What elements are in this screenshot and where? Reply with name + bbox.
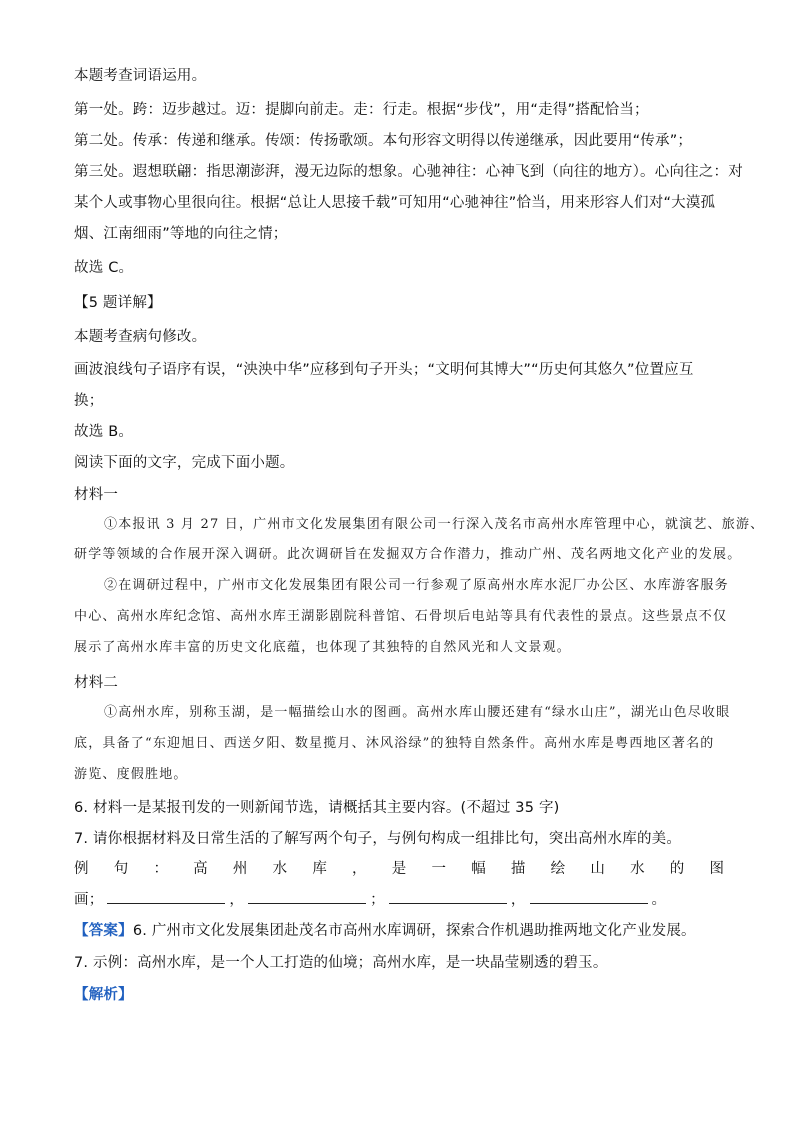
- question-6: 6. 材料一是某报刊发的一则新闻节选，请概括其主要内容。(不超过 35 字): [74, 800, 560, 816]
- blank-field[interactable]: [248, 889, 366, 904]
- material-text: 游览、度假胜地。: [74, 767, 188, 782]
- text-line: 第三处。遐想联翩：指思潮澎湃，漫无边际的想象。心驰神往：心神飞到（向往的地方）。心向往之：对: [74, 164, 743, 180]
- example-char: ：: [153, 861, 168, 877]
- punct: ，: [510, 892, 526, 908]
- example-sentence: [74, 859, 724, 879]
- example-char: 山: [590, 861, 605, 877]
- answer-line: [74, 921, 696, 941]
- section-heading: 【5 题详解】: [74, 295, 162, 311]
- material-text: 中心、高州水库纪念馆、高州水库王湖影剧院科普馆、石骨坝后电站等具有代表性的景点。这些景点不仅: [74, 609, 728, 624]
- text-line: 烟、江南细雨”等地的向往之情；: [74, 226, 288, 242]
- text-line: 阅读下面的文字，完成下面小题。: [74, 455, 295, 471]
- material-text: ①本报讯 3 月 27 日，广州市文化发展集团有限公司一行深入茂名市高州水库管理中心，就演艺、旅游、: [104, 517, 765, 532]
- example-char: 水: [630, 861, 645, 877]
- example-char: 绘: [550, 861, 566, 877]
- text-line: 故选 C。: [74, 260, 134, 276]
- material-heading: 材料二: [74, 675, 119, 691]
- example-char: 州: [232, 861, 248, 877]
- punct: 。: [651, 892, 667, 908]
- example-char: ，: [352, 861, 367, 877]
- example-char: 句: [113, 861, 129, 877]
- material-text: 展示了高州水库丰富的历史文化底蕴，也体现了其独特的自然风光和人文景观。: [74, 640, 572, 655]
- material-text: 研学等领域的合作展开深入调研。此次调研旨在发掘双方合作潜力，推动广州、茂名两地文化产业的发展。: [74, 547, 742, 562]
- material-text: 底，具备了“东迎旭日、西送夕阳、数星揽月、沐风浴绿”的独特自然条件。高州水库是粤西地区著名的: [74, 736, 715, 751]
- example-char: 库: [312, 861, 327, 877]
- example-char: 高: [193, 861, 208, 877]
- answer-tag: 【答案】: [74, 923, 133, 939]
- text-line: 画波浪线句子语序有误，“泱泱中华”应移到句子开头；“文明何其博大”“历史何其悠久”位置应互: [74, 362, 694, 378]
- text-line: 某个人或事物心里很向往。根据“总让人思接千载”可知用“心驰神往”恰当，用来形容人们对“大漠孤: [74, 195, 716, 211]
- text-line: 本题考查病句修改。: [74, 329, 207, 345]
- example-char: 幅: [471, 861, 486, 877]
- answer-7: 7. 示例：高州水库，是一个人工打造的仙境；高州水库，是一块晶莹剔透的碧玉。: [74, 955, 608, 971]
- example-char: 是: [391, 861, 407, 877]
- text-line: 故选 B。: [74, 424, 134, 440]
- analysis-tag: 【解析】: [74, 987, 133, 1003]
- punct: ；: [370, 892, 385, 908]
- example-char: 图: [709, 861, 724, 877]
- punct: ，: [229, 892, 245, 908]
- answer-6: 6. 广州市文化发展集团赴茂名市高州水库调研，探索合作机遇助推两地文化产业发展。: [132, 923, 696, 939]
- example-char: 的: [669, 861, 685, 877]
- example-end: 画；: [74, 892, 104, 908]
- example-char: 描: [510, 861, 526, 877]
- text-line: 换；: [74, 393, 104, 409]
- example-char: 水: [272, 861, 288, 877]
- text-line: 本题考查词语运用。: [74, 68, 207, 84]
- question-7: 7. 请你根据材料及日常生活的了解写两个句子，与例句构成一组排比句，突出高州水库的美。: [74, 831, 682, 847]
- answer-blanks-line: [74, 889, 666, 910]
- material-text: ①高州水库，别称玉湖，是一幅描绘山水的图画。高州水库山腰还建有“绿水山庄”，湖光山色尽收眼: [104, 705, 731, 720]
- example-char: 例: [74, 861, 89, 877]
- blank-field[interactable]: [389, 889, 507, 904]
- text-line: 第一处。跨：迈步越过。迈：提脚向前走。走：行走。根据“步伐”，用“走得”搭配恰当；: [74, 102, 649, 118]
- example-char: 一: [431, 861, 446, 877]
- blank-field[interactable]: [530, 889, 648, 904]
- text-line: 第二处。传承：传递和继承。传颂：传扬歌颂。本句形容文明得以传递继承，因此要用“传承”；: [74, 133, 693, 149]
- blank-field[interactable]: [107, 889, 225, 904]
- material-heading: 材料一: [74, 487, 119, 503]
- material-text: ②在调研过程中，广州市文化发展集团有限公司一行参观了原高州水库水泥厂办公区、水库游客服务: [104, 578, 729, 593]
